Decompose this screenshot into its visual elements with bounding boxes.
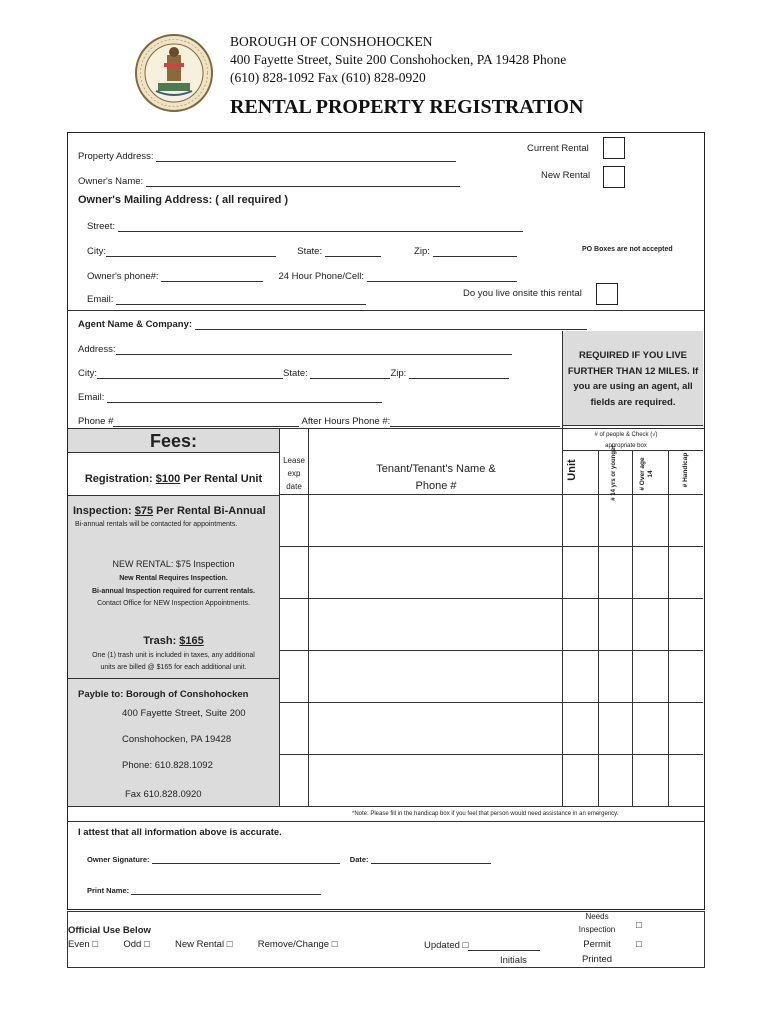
- agent-phone-row: [78, 415, 560, 427]
- new-rental-fee: NEW RENTAL: $75 Inspection: [112, 559, 235, 569]
- needs-label: Needs: [585, 912, 609, 921]
- permit-checkbox[interactable]: □: [636, 939, 642, 950]
- state-label: State:: [297, 246, 323, 257]
- pay-street: 400 Fayette Street, Suite 200: [122, 708, 246, 719]
- phone-row: [87, 270, 517, 282]
- trash-fee: Trash: $165: [143, 635, 204, 647]
- pay-phone: Phone: 610.828.1092: [122, 760, 213, 771]
- updated-field[interactable]: [468, 939, 540, 951]
- agent-city-label: City:: [78, 368, 97, 379]
- agent-email-label: Email:: [78, 392, 105, 403]
- table-row[interactable]: [309, 495, 562, 546]
- email-label: Email:: [87, 294, 114, 305]
- agent-state-label: State:: [283, 368, 308, 379]
- agent-state-field[interactable]: [310, 367, 390, 379]
- cell-label: 24 Hour Phone/Cell:: [278, 271, 365, 282]
- inspection-official-checkbox[interactable]: □: [636, 920, 642, 931]
- even-checkbox[interactable]: □: [92, 939, 99, 950]
- property-address-label: Property Address:: [78, 151, 154, 162]
- col-handicap-header: # Handicap: [682, 452, 689, 488]
- official-new-rental-label: New Rental: [174, 939, 225, 950]
- new-rental-official-checkbox[interactable]: □: [226, 939, 233, 950]
- table-row[interactable]: [309, 755, 562, 806]
- owner-phone-field[interactable]: [161, 270, 263, 282]
- agent-zip-label: Zip:: [390, 368, 407, 379]
- agent-name-row: [78, 318, 587, 330]
- agent-city-row: [78, 367, 509, 379]
- borough-seal: [134, 33, 214, 113]
- signature-field[interactable]: [152, 852, 340, 864]
- table-row[interactable]: [309, 703, 562, 754]
- agent-email-row: [78, 391, 382, 403]
- city-state-zip-row: [87, 245, 517, 257]
- print-name-row: [87, 883, 321, 895]
- city-field[interactable]: [106, 245, 276, 257]
- zip-field[interactable]: [433, 245, 517, 257]
- trash-note-2: units are billed @ $165 for each additional unit.: [100, 664, 247, 671]
- street-field[interactable]: [118, 220, 523, 232]
- odd-label: Odd: [123, 939, 142, 950]
- agent-required-note: REQUIRED IF YOU LIVE FURTHER THAN 12 MILES. If you are using an agent, all fields are required.: [562, 331, 703, 426]
- date-label: Date:: [349, 855, 369, 864]
- agent-address-row: [78, 343, 512, 355]
- agent-address-field[interactable]: [116, 343, 512, 355]
- agent-email-field[interactable]: [107, 391, 382, 403]
- property-address-row: [78, 150, 456, 162]
- current-rental-label: Current Rental: [527, 143, 589, 154]
- print-name-label: Print Name:: [87, 886, 130, 895]
- agent-city-field[interactable]: [97, 367, 283, 379]
- owner-phone-label: Owner's phone#:: [87, 271, 159, 282]
- cell-field[interactable]: [367, 270, 517, 282]
- owner-name-field[interactable]: [146, 175, 460, 187]
- inspection-label: Inspection: [578, 925, 616, 934]
- inspection-note: Bi-annual rentals will be contacted for appointments.: [75, 521, 238, 528]
- lease-header: Lease exp date: [283, 456, 305, 491]
- unit-header: Unit: [566, 459, 578, 481]
- new-rental-checkbox[interactable]: [603, 166, 625, 188]
- table-row[interactable]: [309, 547, 562, 598]
- onsite-label: Do you live onsite this rental: [463, 288, 582, 299]
- owner-name-row: [78, 175, 460, 187]
- new-rental-req: New Rental Requires Inspection.: [119, 575, 228, 582]
- col-over-header: # Over age 14: [639, 457, 654, 491]
- print-name-field[interactable]: [131, 883, 321, 895]
- updated-label: Updated: [424, 940, 460, 951]
- property-address-field[interactable]: [156, 150, 456, 162]
- email-field[interactable]: [116, 293, 366, 305]
- inspection-fee: Inspection: $75 Per Rental Bi-Annual: [73, 505, 266, 517]
- after-hours-field[interactable]: [390, 415, 560, 427]
- zip-label: Zip:: [414, 246, 430, 257]
- agent-zip-field[interactable]: [409, 367, 509, 379]
- table-row[interactable]: [309, 599, 562, 650]
- registration-fee: Registration: $100 Per Rental Unit: [84, 473, 263, 485]
- handicap-note: *Note: Please fill in the handicap box if you feel that person would need assistance in an emergency.: [352, 811, 619, 817]
- state-field[interactable]: [325, 245, 381, 257]
- form-title: RENTAL PROPERTY REGISTRATION: [230, 96, 584, 118]
- mailing-heading: Owner's Mailing Address: ( all required ): [78, 194, 289, 206]
- col-14-header: # 14 yrs or younger: [611, 445, 617, 501]
- street-label: Street:: [87, 221, 115, 232]
- fees-title: Fees:: [149, 431, 198, 451]
- remove-checkbox[interactable]: □: [331, 939, 338, 950]
- po-box-note: PO Boxes are not accepted: [582, 246, 673, 253]
- after-hours-label: After Hours Phone #:: [301, 416, 391, 427]
- people-note: # of people & Check (√) appropriate box: [594, 432, 658, 449]
- biannual-req: Bi-annual Inspection required for current rentals.: [92, 588, 255, 595]
- agent-name-field[interactable]: [195, 318, 587, 330]
- official-options: [68, 939, 337, 950]
- agent-phone-label: Phone #: [78, 416, 114, 427]
- current-rental-checkbox[interactable]: [603, 137, 625, 159]
- even-label: Even: [68, 939, 90, 950]
- official-heading: Official Use Below: [68, 925, 151, 936]
- signature-row: [87, 852, 491, 864]
- org-phone: (610) 828-1092 Fax (610) 828-0920: [230, 70, 426, 85]
- trash-note-1: One (1) trash unit is included in taxes, any additional: [92, 652, 255, 659]
- new-rental-label: New Rental: [541, 170, 591, 181]
- street-row: [87, 220, 523, 232]
- pay-city: Conshohocken, PA 19428: [122, 734, 232, 745]
- attest-statement: I attest that all information above is accurate.: [78, 827, 282, 838]
- owner-name-label: Owner's Name:: [78, 176, 144, 187]
- updated-row: [424, 939, 540, 951]
- agent-phone-field[interactable]: [113, 415, 299, 427]
- odd-checkbox[interactable]: □: [143, 939, 150, 950]
- remove-label: Remove/Change: [257, 939, 330, 950]
- printed-label: Printed: [581, 954, 613, 965]
- pay-fax: Fax 610.828.0920: [125, 789, 202, 800]
- email-row: [87, 293, 366, 305]
- table-row[interactable]: [309, 651, 562, 702]
- payable-to: Payble to: Borough of Conshohocken: [78, 689, 249, 700]
- updated-checkbox[interactable]: □: [462, 940, 469, 951]
- date-field[interactable]: [371, 852, 491, 864]
- permit-label: Permit: [583, 939, 611, 950]
- onsite-checkbox[interactable]: [596, 283, 618, 305]
- agent-address-label: Address:: [78, 344, 116, 355]
- org-name: BOROUGH OF CONSHOHOCKEN: [230, 34, 433, 49]
- org-address: 400 Fayette Street, Suite 200 Conshohocken, PA 19428 Phone: [230, 52, 567, 67]
- tenant-header: Tenant/Tenant's Name & Phone #: [376, 463, 496, 492]
- initials-label: Initials: [500, 955, 527, 966]
- agent-name-label: Agent Name & Company:: [78, 319, 193, 330]
- contact-office: Contact Office for NEW Inspection Appointments.: [97, 600, 250, 607]
- signature-label: Owner Signature:: [87, 855, 150, 864]
- city-label: City:: [87, 246, 106, 257]
